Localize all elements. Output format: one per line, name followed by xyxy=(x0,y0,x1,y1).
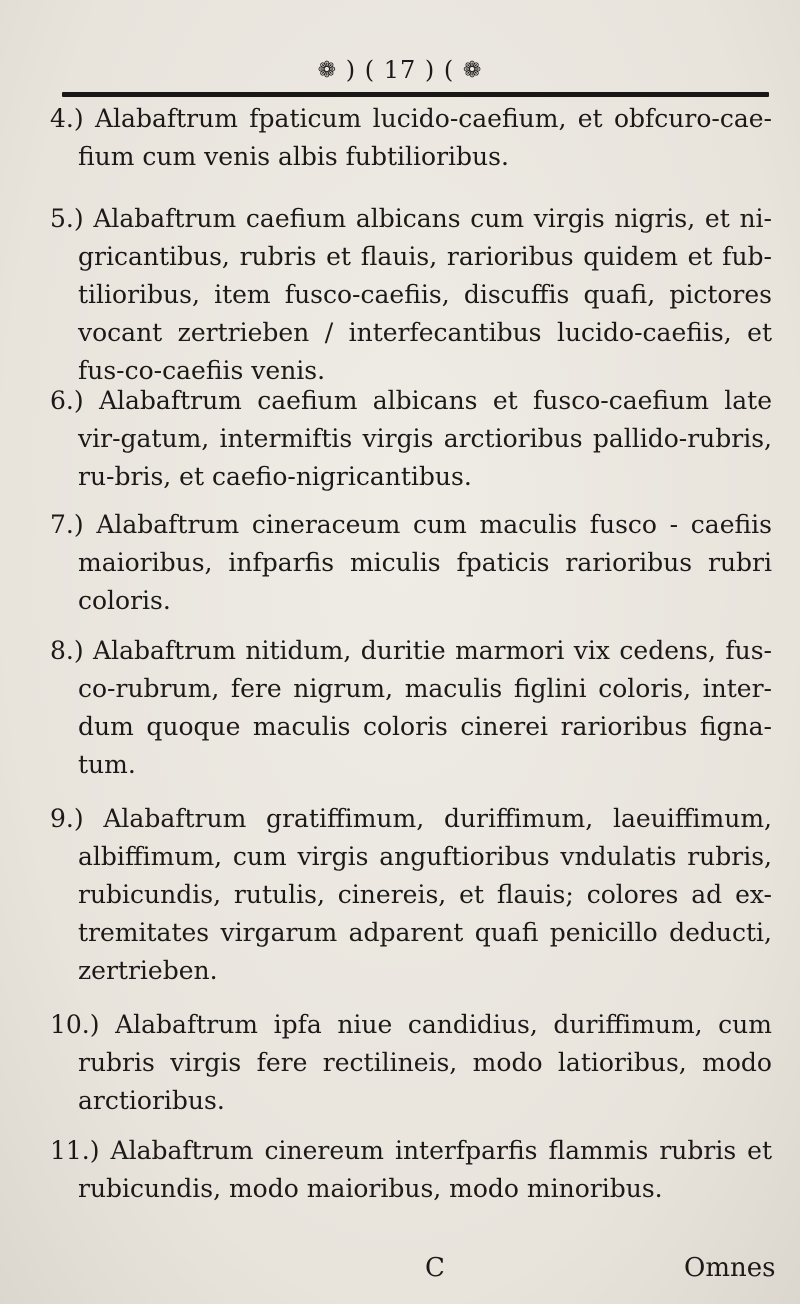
entry-11 xyxy=(50,1132,772,1208)
entry-6 xyxy=(50,382,772,496)
running-header xyxy=(0,58,800,83)
entry-number: 7.) xyxy=(50,510,97,539)
header-rule xyxy=(62,92,769,97)
entry-5 xyxy=(50,200,772,390)
flower-ornament-icon: ❁ xyxy=(462,58,483,83)
flower-ornament-icon: ❁ xyxy=(317,58,338,83)
entry-number: 11.) xyxy=(50,1136,111,1165)
entry-number: 6.) xyxy=(50,386,99,415)
entry-text: Alabaftrum caefium albicans et fusco-caefium late vir-gatum, intermiftis virgis arctioribus pallido-rubris, ru-bris, et caefio-nigricantibus. xyxy=(78,386,772,491)
entry-7 xyxy=(50,506,772,620)
entry-text: Alabaftrum nitidum, duritie marmori vix cedens, fus-co-rubrum, fere nigrum, maculis figlini coloris, inter-dum quoque maculis coloris cinerei rarioribus figna-tum. xyxy=(78,636,772,779)
entry-8 xyxy=(50,632,772,784)
signature-mark: C xyxy=(425,1253,445,1283)
entry-4 xyxy=(50,100,772,176)
entry-number: 4.) xyxy=(50,104,95,133)
entry-text: Alabaftrum ipfa niue candidius, duriffimum, cum rubris virgis fere rectilineis, modo latioribus, modo arctioribus. xyxy=(78,1010,772,1115)
page-number: ) ( 17 ) ( xyxy=(345,56,455,84)
entry-number: 8.) xyxy=(50,636,94,665)
entry-9 xyxy=(50,800,772,990)
entry-text: Alabaftrum caefium albicans cum virgis nigris, et ni-gricantibus, rubris et flauis, rarioribus quidem et fub-tilioribus, item fusco-caefiis, discuffis quafi, pictores vocant zertrieben / interfecantibus lucido-caefiis, et fus-co-caefiis venis. xyxy=(78,204,772,385)
entry-10 xyxy=(50,1006,772,1120)
entry-text: Alabaftrum cineraceum cum maculis fusco - caefiis maioribus, infparfis miculis fpaticis rarioribus rubri coloris. xyxy=(78,510,772,615)
entry-text: Alabaftrum gratiffimum, duriffimum, laeuiffimum, albiffimum, cum virgis anguftioribus vndulatis rubris, rubicundis, rutulis, cinereis, et flauis; colores ad ex-tremitates virgarum adparent quafi penicillo deducti, zertrieben. xyxy=(78,804,772,985)
entry-text: Alabaftrum cinereum interfparfis flammis rubris et rubicundis, modo maioribus, modo minoribus. xyxy=(78,1136,773,1203)
catchword: Omnes xyxy=(684,1253,776,1283)
entry-number: 10.) xyxy=(50,1010,116,1039)
entry-text: Alabaftrum fpaticum lucido-caefium, et obfcuro-cae-fium cum venis albis fubtilioribus. xyxy=(78,104,772,171)
entry-number: 5.) xyxy=(50,204,94,233)
entry-number: 9.) xyxy=(50,804,104,833)
